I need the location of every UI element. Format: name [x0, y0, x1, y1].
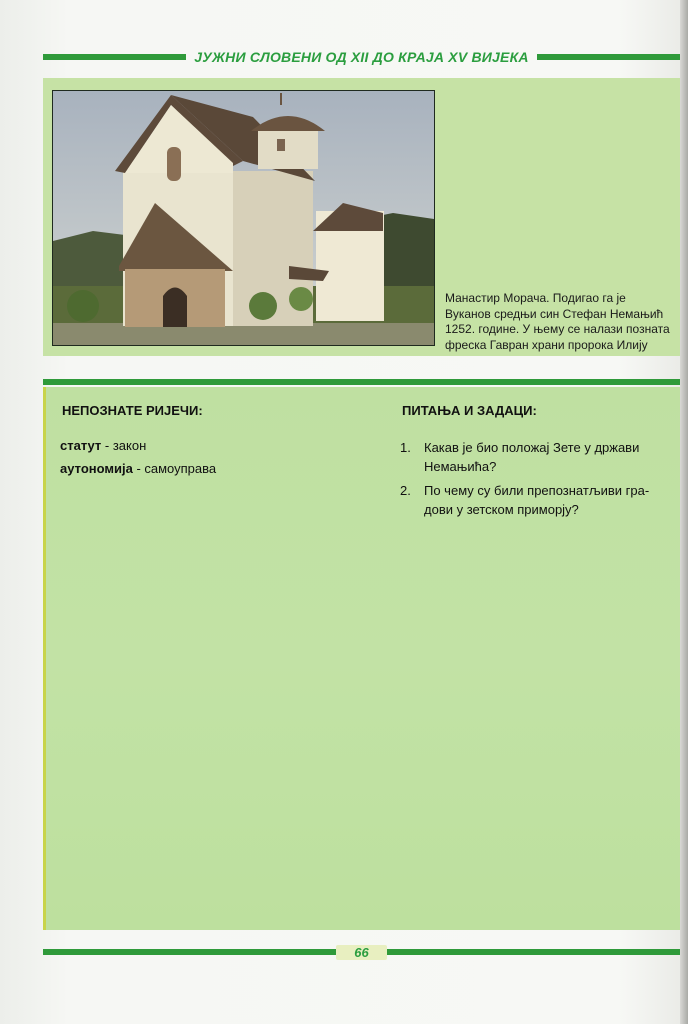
questions-column — [400, 403, 680, 524]
page-footer — [43, 943, 680, 961]
glossary-column — [60, 403, 360, 484]
page-binding-edge — [680, 0, 688, 1024]
glossary-item — [60, 461, 360, 476]
glossary-separator: - — [101, 438, 113, 453]
question-text: По чему су били препознатљиви гра- дови у зетском приморју? — [424, 483, 650, 517]
footer-rule-right — [387, 949, 680, 955]
question-number: 2. — [400, 483, 411, 498]
questions-list — [400, 438, 680, 519]
glossary-term: статут — [60, 438, 102, 453]
chapter-title: ЈУЖНИ СЛОВЕНИ ОД XII ДО КРАЈА XV ВИЈЕКА — [194, 49, 529, 65]
monastery-photo — [52, 90, 435, 346]
question-text: Какав је био положај Зете у држави Немањића? — [424, 440, 640, 474]
chapter-header — [43, 46, 680, 68]
page-number: 66 — [336, 945, 386, 960]
glossary-definition: самоуправа — [144, 461, 217, 476]
question-item — [400, 438, 680, 476]
glossary-term: аутономија — [60, 461, 133, 476]
question-item — [400, 481, 680, 519]
glossary-definition: закон — [112, 438, 147, 453]
question-number: 1. — [400, 440, 411, 455]
header-rule-right — [537, 54, 680, 60]
glossary-separator: - — [132, 461, 145, 476]
photo-caption: Манастир Морача. Подигао га је Вуканов средњи син Стефан Немањић 1252. године. У њему се налази позната фреска Гавран храни пророка Илију — [445, 291, 670, 352]
glossary-heading: НЕПОЗНАТЕ РИЈЕЧИ: — [62, 403, 203, 418]
footer-rule-left — [43, 949, 336, 955]
header-rule-left — [43, 54, 186, 60]
questions-heading: ПИТАЊА И ЗАДАЦИ: — [402, 403, 537, 418]
glossary-item — [60, 438, 360, 453]
section-rule — [43, 379, 680, 385]
